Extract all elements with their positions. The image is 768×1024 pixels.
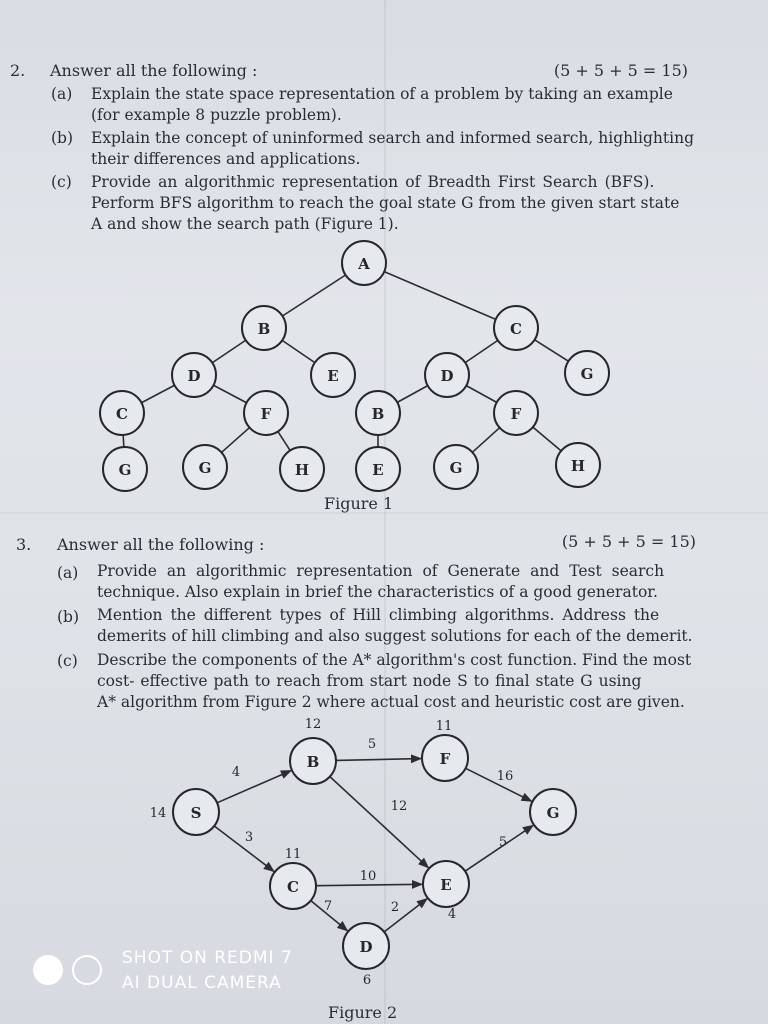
graph-edge xyxy=(217,771,291,803)
tree-node-label: H xyxy=(570,457,586,475)
part-c-line: A* algorithm from Figure 2 where actual cost and heuristic cost are given. xyxy=(97,693,685,711)
tree-node-label: G xyxy=(449,459,463,477)
graph-edge xyxy=(330,777,428,868)
question-heading: Answer all the following : xyxy=(50,61,258,80)
part-c-line: cost- effective path to reach from start node S to final state G using xyxy=(97,672,642,690)
part-label: (a) xyxy=(51,85,73,103)
graph-node-label: E xyxy=(440,876,452,894)
edge-cost-label: 5 xyxy=(498,835,508,850)
graph-node-label: F xyxy=(439,750,451,768)
part-b-line: Explain the concept of uninformed search and informed search, highlighting xyxy=(91,129,695,147)
tree-node-label: G xyxy=(580,365,594,383)
part-b-line: their differences and applications. xyxy=(91,150,361,168)
part-label: (c) xyxy=(57,652,78,670)
tree-node-label: D xyxy=(187,367,201,385)
heuristic-label: 14 xyxy=(149,806,167,821)
watermark-dot-filled-icon xyxy=(33,955,63,985)
tree-node-label: H xyxy=(294,461,310,479)
heuristic-label: 12 xyxy=(304,717,322,732)
graph-node xyxy=(290,738,336,784)
part-a-line: Explain the state space representation of a problem by taking an example xyxy=(91,85,673,103)
heuristic-label: 4 xyxy=(447,907,457,922)
graph-edge xyxy=(336,759,421,761)
watermark-line-1: SHOT ON REDMI 7 xyxy=(122,948,293,968)
part-label: (b) xyxy=(57,608,80,626)
tree-node-label: B xyxy=(371,405,385,423)
graph-node xyxy=(173,789,219,835)
tree-node-label: G xyxy=(198,459,212,477)
edge-cost-label: 16 xyxy=(496,769,514,784)
graph-node-label: S xyxy=(190,804,202,822)
part-b-line: Mention the different types of Hill climbing algorithms. Address the xyxy=(97,606,660,624)
graph-node-label: B xyxy=(306,753,320,771)
part-c-line: Describe the components of the A* algorithm's cost function. Find the most xyxy=(97,651,692,669)
graph-node xyxy=(270,863,316,909)
edge-cost-label: 2 xyxy=(390,900,400,915)
watermark-dot-ring-icon xyxy=(72,955,102,985)
part-label: (a) xyxy=(57,564,79,582)
part-label: (b) xyxy=(51,129,74,147)
part-a-line: Provide an algorithmic representation of Generate and Test search xyxy=(97,562,665,580)
part-a-line: technique. Also explain in brief the characteristics of a good generator. xyxy=(97,583,658,601)
tree-node-label: A xyxy=(358,255,370,273)
graph-node-label: C xyxy=(287,878,299,896)
question-number: 3. xyxy=(16,535,32,554)
graph-edge xyxy=(316,884,422,885)
tree-node-label: E xyxy=(372,461,384,479)
part-label: (c) xyxy=(51,173,72,191)
graph-node xyxy=(423,861,469,907)
question-number: 2. xyxy=(10,61,26,80)
tree-node-label: B xyxy=(257,320,271,338)
tree-node-label: G xyxy=(118,461,132,479)
part-c-line: Provide an algorithmic representation of Breadth First Search (BFS). xyxy=(91,173,655,191)
watermark-line-2: AI DUAL CAMERA xyxy=(122,973,282,993)
part-b-line: demerits of hill climbing and also suggest solutions for each of the demerit. xyxy=(97,627,693,645)
figure-1-caption: Figure 1 xyxy=(324,494,394,513)
heuristic-label: 11 xyxy=(435,719,453,734)
heuristic-label: 11 xyxy=(284,847,302,862)
tree-node-label: E xyxy=(327,367,339,385)
edge-cost-label: 12 xyxy=(390,799,408,814)
part-c-line: Perform BFS algorithm to reach the goal state G from the given start state xyxy=(91,194,680,212)
heuristic-label: 6 xyxy=(362,973,372,988)
graph-node-label: D xyxy=(359,938,373,956)
tree-node-label: F xyxy=(260,405,272,423)
tree-node-label: C xyxy=(510,320,522,338)
graph-node xyxy=(422,735,468,781)
tree-node-label: D xyxy=(440,367,454,385)
edge-cost-label: 5 xyxy=(367,737,377,752)
figure-2-caption: Figure 2 xyxy=(328,1003,398,1022)
edge-cost-label: 4 xyxy=(231,765,241,780)
graph-node xyxy=(343,923,389,969)
part-a-line: (for example 8 puzzle problem). xyxy=(91,106,342,124)
marks: (5 + 5 + 5 = 15) xyxy=(553,61,688,80)
question-heading: Answer all the following : xyxy=(57,535,265,554)
edge-cost-label: 10 xyxy=(359,869,377,884)
tree-node-label: F xyxy=(510,405,522,423)
tree-node-label: C xyxy=(116,405,128,423)
edge-cost-label: 7 xyxy=(323,899,333,914)
marks: (5 + 5 + 5 = 15) xyxy=(561,532,696,551)
part-c-line: A and show the search path (Figure 1). xyxy=(91,215,399,233)
graph-node xyxy=(530,789,576,835)
edge-cost-label: 3 xyxy=(244,830,254,845)
graph-edges xyxy=(214,737,533,932)
graph-node-label: G xyxy=(546,804,560,822)
